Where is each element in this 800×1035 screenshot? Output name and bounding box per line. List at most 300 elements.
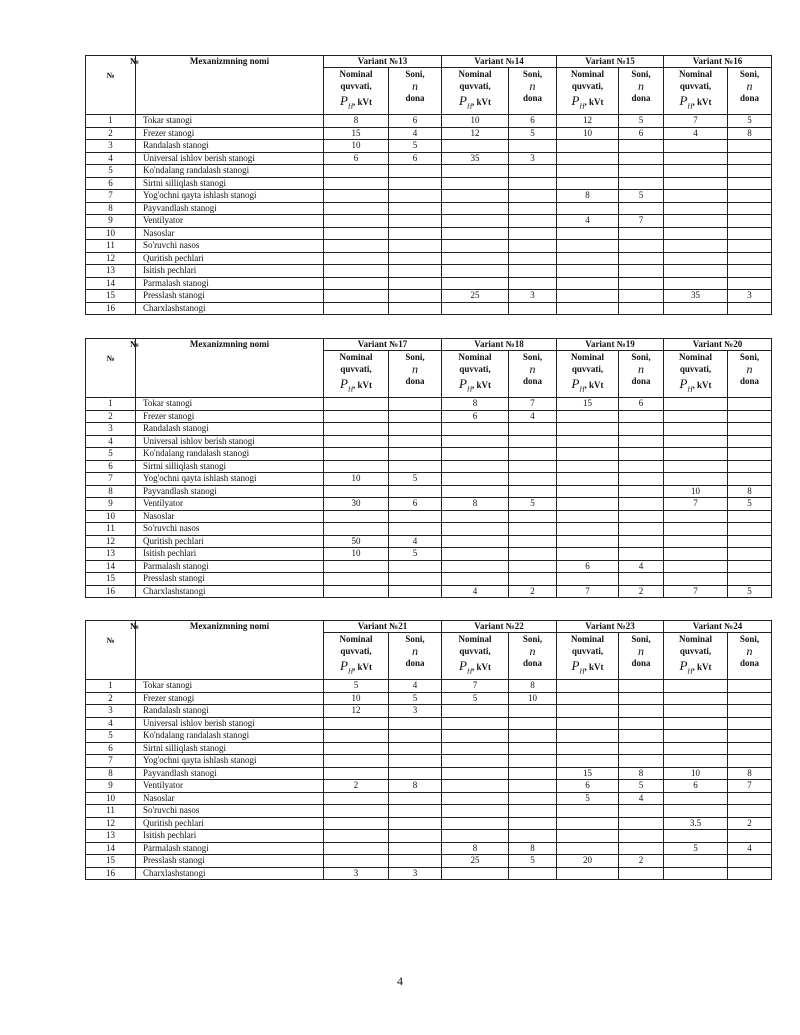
table-row: [86, 265, 772, 278]
power-value: [664, 855, 728, 868]
power-value: [324, 202, 389, 215]
mechanism-name: Randalash stanogi: [136, 140, 324, 153]
mechanism-name: So'ruvchi nasos: [136, 805, 324, 818]
power-symbol: $P_H$: [339, 658, 353, 676]
table-row: [86, 692, 772, 705]
table-row: [86, 423, 772, 436]
count-value: [728, 792, 772, 805]
mechanism-name: Isitish pechlari: [136, 830, 324, 843]
count-label: Soni,: [739, 634, 760, 644]
table-row: [86, 227, 772, 240]
power-value: [442, 165, 509, 178]
count-symbol: n: [638, 362, 644, 376]
count-value: 2: [509, 585, 557, 598]
power-value: [557, 755, 619, 768]
power-value: 8: [442, 498, 509, 511]
power-value: 5: [557, 792, 619, 805]
count-header: [509, 633, 557, 680]
power-value: [442, 830, 509, 843]
count-value: [728, 805, 772, 818]
power-value: [442, 448, 509, 461]
count-value: [389, 830, 442, 843]
row-number: 14: [86, 842, 136, 855]
power-value: [664, 705, 728, 718]
mechanism-name: Nasoslar: [136, 510, 324, 523]
table-row: [86, 548, 772, 561]
count-value: [509, 730, 557, 743]
nominal-label: Nominal: [458, 69, 492, 79]
row-number: 5: [86, 448, 136, 461]
power-value: [442, 485, 509, 498]
page-number: 4: [397, 974, 403, 988]
power-value: 15: [324, 127, 389, 140]
nominal-power-header: [557, 351, 619, 398]
count-value: [509, 560, 557, 573]
count-value: 4: [728, 842, 772, 855]
power-value: 12: [324, 705, 389, 718]
power-value: 5: [664, 842, 728, 855]
power-value: [664, 755, 728, 768]
power-unit: , kVt: [692, 97, 712, 107]
count-value: [619, 680, 664, 693]
nominal-power-header: [442, 351, 509, 398]
count-value: [728, 692, 772, 705]
power-value: [442, 867, 509, 880]
count-value: [619, 535, 664, 548]
power-value: [664, 560, 728, 573]
count-value: [389, 410, 442, 423]
number-header-label: №: [106, 636, 115, 645]
power-value: [324, 817, 389, 830]
count-symbol: n: [638, 79, 644, 93]
nominal-label: Nominal: [570, 352, 604, 362]
mechanism-name-header: Mexanizmning nomi: [136, 621, 324, 680]
count-value: 2: [619, 855, 664, 868]
count-value: 5: [619, 190, 664, 203]
count-unit: dona: [631, 658, 651, 668]
count-value: [619, 498, 664, 511]
nominal-label: Nominal: [458, 352, 492, 362]
table-row: [86, 855, 772, 868]
count-value: 5: [389, 692, 442, 705]
count-value: [509, 573, 557, 586]
count-value: [389, 817, 442, 830]
count-header: [619, 633, 664, 680]
row-number: 11: [86, 240, 136, 253]
power-symbol: $P_H$: [339, 376, 353, 394]
mechanism-name: Randalash stanogi: [136, 423, 324, 436]
row-number: 12: [86, 252, 136, 265]
power-value: [664, 190, 728, 203]
count-value: [728, 177, 772, 190]
power-value: [442, 473, 509, 486]
count-value: [509, 867, 557, 880]
power-value: [324, 485, 389, 498]
count-value: [389, 767, 442, 780]
count-value: 5: [509, 855, 557, 868]
table-row: [86, 410, 772, 423]
nominal-power-header: [664, 633, 728, 680]
power-value: 10: [557, 127, 619, 140]
count-value: [509, 227, 557, 240]
power-value: [324, 585, 389, 598]
count-value: [728, 473, 772, 486]
power-value: [557, 265, 619, 278]
count-value: [389, 202, 442, 215]
power-value: [557, 523, 619, 536]
count-value: [509, 805, 557, 818]
count-label: Soni,: [739, 69, 760, 79]
power-value: [442, 705, 509, 718]
row-number: 5: [86, 165, 136, 178]
power-value: [442, 573, 509, 586]
nominal-label: Nominal: [570, 634, 604, 644]
row-number: 8: [86, 485, 136, 498]
variant-header: Variant №16: [664, 56, 772, 68]
power-value: [664, 277, 728, 290]
power-value: [664, 215, 728, 228]
count-value: [509, 460, 557, 473]
power-value: [324, 448, 389, 461]
power-unit: , kVt: [472, 380, 492, 390]
count-value: 4: [619, 560, 664, 573]
count-value: [619, 165, 664, 178]
power-value: 4: [664, 127, 728, 140]
row-number: 2: [86, 127, 136, 140]
count-value: [619, 460, 664, 473]
power-value: 7: [664, 115, 728, 128]
count-label: Soni,: [405, 69, 425, 79]
power-value: 35: [442, 152, 509, 165]
count-value: [389, 302, 442, 315]
count-value: 4: [389, 535, 442, 548]
count-unit: dona: [522, 658, 542, 668]
power-value: [324, 240, 389, 253]
count-unit: dona: [631, 376, 651, 386]
mechanism-name: Universal ishlov berish stanogi: [136, 717, 324, 730]
mechanism-name: Payvandlash stanogi: [136, 767, 324, 780]
mechanism-name: So'ruvchi nasos: [136, 240, 324, 253]
table-row: [86, 842, 772, 855]
count-value: 7: [509, 398, 557, 411]
power-value: 10: [324, 548, 389, 561]
count-value: [389, 435, 442, 448]
count-value: 5: [619, 780, 664, 793]
count-value: [509, 448, 557, 461]
power-value: 6: [664, 780, 728, 793]
count-value: 2: [728, 817, 772, 830]
count-value: 3: [389, 705, 442, 718]
power-unit: , kVt: [584, 380, 604, 390]
mechanism-name: Universal ishlov berish stanogi: [136, 435, 324, 448]
power-value: [442, 792, 509, 805]
power-value: [442, 730, 509, 743]
count-value: [728, 410, 772, 423]
power-value: 10: [664, 767, 728, 780]
mechanism-name: Yog'ochni qayta ishlash stanogi: [136, 190, 324, 203]
mechanism-name-header: Mexanizmning nomi: [136, 339, 324, 398]
power-value: 3.5: [664, 817, 728, 830]
count-symbol: n: [529, 362, 536, 376]
power-value: [664, 805, 728, 818]
power-value: [557, 252, 619, 265]
power-value: [442, 460, 509, 473]
count-header: [509, 68, 557, 115]
power-subscript: H: [347, 102, 353, 111]
nominal-power-header: [664, 351, 728, 398]
power-value: [324, 805, 389, 818]
table-row: [86, 460, 772, 473]
number-header: [86, 56, 139, 115]
count-value: [389, 240, 442, 253]
power-value: 10: [324, 473, 389, 486]
mechanism-name: Frezer stanogi: [136, 692, 324, 705]
power-label: quvvati,: [340, 646, 372, 656]
power-value: [557, 165, 619, 178]
power-value: [664, 680, 728, 693]
count-value: [728, 742, 772, 755]
mechanism-name: Frezer stanogi: [136, 127, 324, 140]
power-unit-label: [326, 378, 386, 396]
table-row: [86, 398, 772, 411]
nominal-label: Nominal: [570, 69, 604, 79]
count-value: 5: [728, 498, 772, 511]
variant-header: Variant №17: [324, 339, 442, 351]
power-value: [664, 265, 728, 278]
nominal-power-header: [442, 633, 509, 680]
count-value: 5: [389, 548, 442, 561]
power-value: [664, 510, 728, 523]
variant-header: Variant №22: [442, 621, 557, 633]
count-value: [509, 548, 557, 561]
count-value: [728, 252, 772, 265]
mechanism-name: Presslash stanogi: [136, 855, 324, 868]
nominal-power-header: [664, 68, 728, 115]
count-value: [619, 227, 664, 240]
power-value: [557, 277, 619, 290]
row-number: 13: [86, 265, 136, 278]
count-header: [728, 68, 772, 115]
power-value: [557, 692, 619, 705]
power-value: [324, 510, 389, 523]
power-value: [324, 252, 389, 265]
power-value: [557, 460, 619, 473]
nominal-label: Nominal: [458, 634, 492, 644]
count-value: 4: [509, 410, 557, 423]
count-value: [619, 265, 664, 278]
power-value: 2: [324, 780, 389, 793]
mechanism-name: Isitish pechlari: [136, 548, 324, 561]
power-value: [442, 742, 509, 755]
power-unit: , kVt: [584, 97, 604, 107]
power-label: quvvati,: [571, 646, 604, 656]
nominal-power-header: [324, 68, 389, 115]
count-value: 6: [389, 115, 442, 128]
power-value: [557, 302, 619, 315]
row-number: 4: [86, 152, 136, 165]
power-value: [557, 290, 619, 303]
count-value: [509, 265, 557, 278]
count-value: [619, 817, 664, 830]
variant-header: Variant №20: [664, 339, 772, 351]
table-row: [86, 535, 772, 548]
row-number: 8: [86, 767, 136, 780]
count-value: [389, 510, 442, 523]
variant-table: [85, 338, 772, 598]
power-value: [557, 498, 619, 511]
mechanism-name: Ko'ndalang randalash stanogi: [136, 448, 324, 461]
power-value: [442, 755, 509, 768]
power-value: 7: [664, 585, 728, 598]
table-row: [86, 215, 772, 228]
count-value: [389, 165, 442, 178]
nominal-label: Nominal: [339, 352, 373, 362]
power-value: 15: [557, 767, 619, 780]
power-value: 50: [324, 535, 389, 548]
power-value: [324, 730, 389, 743]
power-subscript: H: [579, 102, 585, 111]
row-number: 9: [86, 780, 136, 793]
power-value: [664, 240, 728, 253]
power-value: [324, 410, 389, 423]
count-value: [728, 277, 772, 290]
power-unit-label: [666, 378, 725, 396]
count-value: 6: [619, 398, 664, 411]
power-subscript: H: [687, 385, 693, 394]
power-value: 20: [557, 855, 619, 868]
count-value: [619, 705, 664, 718]
count-value: [728, 423, 772, 436]
power-unit: , kVt: [692, 662, 712, 672]
power-unit-label: [444, 95, 506, 113]
count-value: [509, 792, 557, 805]
count-value: [509, 717, 557, 730]
power-symbol: $P_H$: [458, 93, 472, 111]
table-row: [86, 585, 772, 598]
count-value: [619, 177, 664, 190]
count-value: [728, 165, 772, 178]
row-number: 3: [86, 423, 136, 436]
count-value: 5: [389, 140, 442, 153]
mechanism-name: Presslash stanogi: [136, 290, 324, 303]
count-value: [728, 215, 772, 228]
power-unit-label: [559, 378, 616, 396]
count-value: [389, 573, 442, 586]
count-value: [619, 548, 664, 561]
table-row: [86, 448, 772, 461]
power-symbol: $P_H$: [571, 376, 585, 394]
table-row: [86, 190, 772, 203]
row-number: 9: [86, 215, 136, 228]
mechanism-name: Yog'ochni qayta ishlash stanogi: [136, 755, 324, 768]
power-label: quvvati,: [679, 646, 712, 656]
power-value: [557, 867, 619, 880]
count-value: 8: [619, 767, 664, 780]
power-value: [442, 805, 509, 818]
power-value: [557, 817, 619, 830]
count-value: 5: [389, 473, 442, 486]
power-value: [324, 190, 389, 203]
power-value: [442, 767, 509, 780]
count-value: [728, 302, 772, 315]
table-row: [86, 780, 772, 793]
power-value: [557, 830, 619, 843]
count-value: [728, 448, 772, 461]
power-value: 6: [324, 152, 389, 165]
count-value: 2: [619, 585, 664, 598]
power-value: [664, 867, 728, 880]
power-value: 8: [442, 842, 509, 855]
variant-header: Variant №14: [442, 56, 557, 68]
table-row: [86, 202, 772, 215]
count-value: [728, 435, 772, 448]
table-row: [86, 742, 772, 755]
power-value: [442, 548, 509, 561]
power-value: 8: [324, 115, 389, 128]
count-value: [509, 523, 557, 536]
power-unit: , kVt: [472, 662, 492, 672]
power-value: [442, 265, 509, 278]
table-row: [86, 867, 772, 880]
count-value: [389, 523, 442, 536]
mechanism-name: Universal ishlov berish stanogi: [136, 152, 324, 165]
power-value: 4: [442, 585, 509, 598]
count-value: [389, 717, 442, 730]
mechanism-name-header: Mexanizmning nomi: [136, 56, 324, 115]
mechanism-name: Randalash stanogi: [136, 705, 324, 718]
count-value: [728, 560, 772, 573]
count-label: Soni,: [405, 634, 425, 644]
power-value: [442, 240, 509, 253]
power-value: [442, 523, 509, 536]
count-header: [728, 351, 772, 398]
number-header-label: №: [129, 621, 139, 631]
count-value: 3: [728, 290, 772, 303]
count-value: [728, 535, 772, 548]
power-value: 35: [664, 290, 728, 303]
power-value: [324, 265, 389, 278]
row-number: 11: [86, 523, 136, 536]
count-value: [619, 730, 664, 743]
count-value: [509, 755, 557, 768]
count-value: [619, 152, 664, 165]
count-value: [389, 190, 442, 203]
count-value: [619, 755, 664, 768]
power-subscript: H: [466, 385, 472, 394]
power-value: [664, 202, 728, 215]
power-value: [557, 410, 619, 423]
mechanism-name: Parmalash stanogi: [136, 277, 324, 290]
row-number: 13: [86, 548, 136, 561]
count-value: [619, 510, 664, 523]
count-value: 5: [728, 585, 772, 598]
count-value: [509, 830, 557, 843]
power-symbol: $P_H$: [571, 658, 585, 676]
table-row: [86, 817, 772, 830]
power-symbol: $P_H$: [679, 93, 693, 111]
row-number: 10: [86, 510, 136, 523]
count-value: 3: [389, 867, 442, 880]
power-value: 8: [442, 398, 509, 411]
count-value: [619, 302, 664, 315]
count-value: [728, 240, 772, 253]
power-value: 6: [442, 410, 509, 423]
count-value: [389, 460, 442, 473]
table-row: [86, 680, 772, 693]
count-value: 8: [389, 780, 442, 793]
power-label: quvvati,: [679, 81, 712, 91]
count-value: [389, 730, 442, 743]
